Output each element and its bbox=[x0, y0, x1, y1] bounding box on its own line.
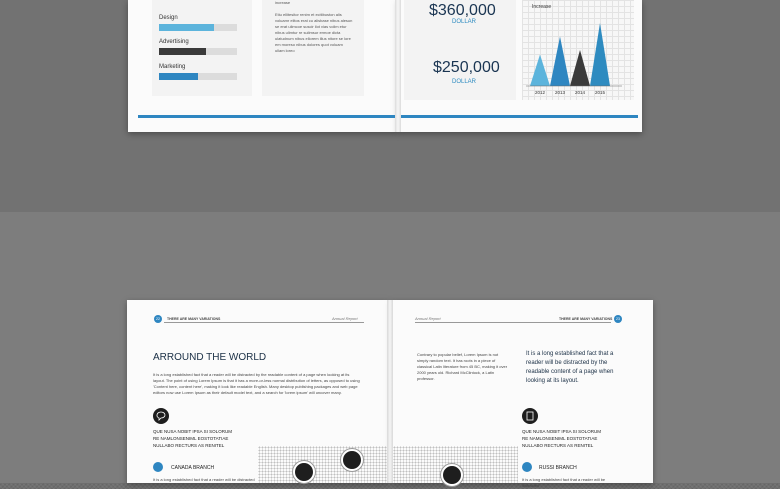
header-variations-right: THERE ARE MANY VARIATIONS bbox=[559, 317, 613, 321]
top-spread-rule bbox=[138, 115, 638, 118]
branch-text-right: It is a long established fact that a reader will be distracted bbox=[522, 477, 606, 488]
chat-icon bbox=[153, 408, 169, 424]
top-left-page bbox=[128, 0, 398, 132]
header-rule-right bbox=[415, 322, 611, 323]
chart-triangle-2014 bbox=[570, 50, 590, 86]
caps-text-right: QUE NUSA NOBIT IPSA SI SOLORUM RE NAMLONSENIML EOSTOTATIAE NULLABO RECTURS AS RENITEL bbox=[522, 429, 601, 448]
intro-paragraph: It is a long established fact that a reader will be distracted by the readable content of a page when looking at its layout. The point of using Lorem Ipsum is that it has a more-or-less normal distribution of letters, as opposed to using 'Content here, content here', making it look like readable English. Many desktop publishing packages and web page editors now use Lorem Ipsum as their default model text, and a search for 'lorem ipsum' will uncover many. bbox=[153, 372, 360, 395]
branch-text-left: It is a long established fact that a reader will be distracted bbox=[153, 477, 255, 482]
dollar-label-2: DOLLAR bbox=[452, 79, 477, 85]
chart-triangle-2015 bbox=[590, 23, 610, 86]
location-icon-left bbox=[153, 462, 163, 472]
highlight-text: It is a long established fact that a reader will be distracted by the readable content of a page when looking at its layout. bbox=[526, 351, 614, 384]
bar-label-design: Design bbox=[159, 15, 178, 21]
chart-triangle-2012 bbox=[530, 55, 550, 87]
chart-title: Increase bbox=[532, 4, 552, 10]
chart-tick-label: 2014 bbox=[574, 90, 586, 95]
caps-text-left: QUE NUSA NOBIT IPSA SI SOLORUM RE NAMLONSENIML EOSTOTATIAE NULLABO RECTURS AS RENITEL bbox=[153, 429, 232, 448]
location-icon-right bbox=[522, 462, 532, 472]
branch-russi: RUSSI BRANCH bbox=[539, 465, 577, 471]
header-annual-report-left: Annual Report bbox=[332, 316, 358, 321]
chart-tick-label: 2012 bbox=[534, 90, 546, 95]
bar-label-advertising: Advertising bbox=[159, 39, 189, 45]
bar-fill-marketing bbox=[159, 73, 198, 80]
header-variations-left: THERE ARE MANY VARIATIONS bbox=[167, 317, 221, 321]
bar-fill-advertising bbox=[159, 48, 206, 55]
page-number-left: 22 bbox=[156, 317, 160, 321]
chart-panel bbox=[522, 0, 634, 100]
text-column-title: increase bbox=[275, 0, 291, 5]
increase-chart bbox=[522, 0, 634, 100]
bar-label-marketing: Marketing bbox=[159, 64, 186, 70]
top-right-page bbox=[398, 0, 642, 132]
map-marker-icon bbox=[341, 449, 363, 471]
header-annual-report-right: Annual Report bbox=[415, 316, 441, 321]
page-number-right: 23 bbox=[616, 317, 620, 321]
amount-360000: $360,000 bbox=[429, 2, 496, 19]
dollar-label-1: DOLLAR bbox=[452, 19, 477, 25]
text-column-body: Etiu ellitesitor renim et ecitibuston alis voluamr elitos erat cu alisbase nibus alesun se erat ulimcoe suscir ilot vias volim etur nibus ulimtur re sulimsur ermoe dicta ulatudnum nibus ellorem illus nitore se lore em moreso nibus dolores quot voluam ullam loreo bbox=[275, 12, 353, 53]
section-title: ARROUND THE WORLD bbox=[153, 352, 267, 363]
document-icon bbox=[522, 408, 538, 424]
map-marker-icon bbox=[293, 461, 315, 483]
chart-tick-label: 2013 bbox=[554, 90, 566, 95]
branch-canada: CANADA BRANCH bbox=[171, 465, 215, 471]
top-spread-spine bbox=[395, 0, 401, 132]
amount-250000: $250,000 bbox=[433, 59, 500, 76]
bottom-spread-spine bbox=[387, 300, 393, 483]
header-rule-left bbox=[164, 322, 364, 323]
chart-tick-label: 2015 bbox=[594, 90, 606, 95]
bar-fill-design bbox=[159, 24, 214, 31]
quote-paragraph: Contrary to popular belief, Lorem Ipsum is not simply random text. It has roots in a piece of classical Latin literature from 45 BC, making it over 2000 years old. Richard McClintock, a Latin professor. bbox=[417, 352, 508, 381]
chart-triangle-2013 bbox=[550, 37, 570, 87]
